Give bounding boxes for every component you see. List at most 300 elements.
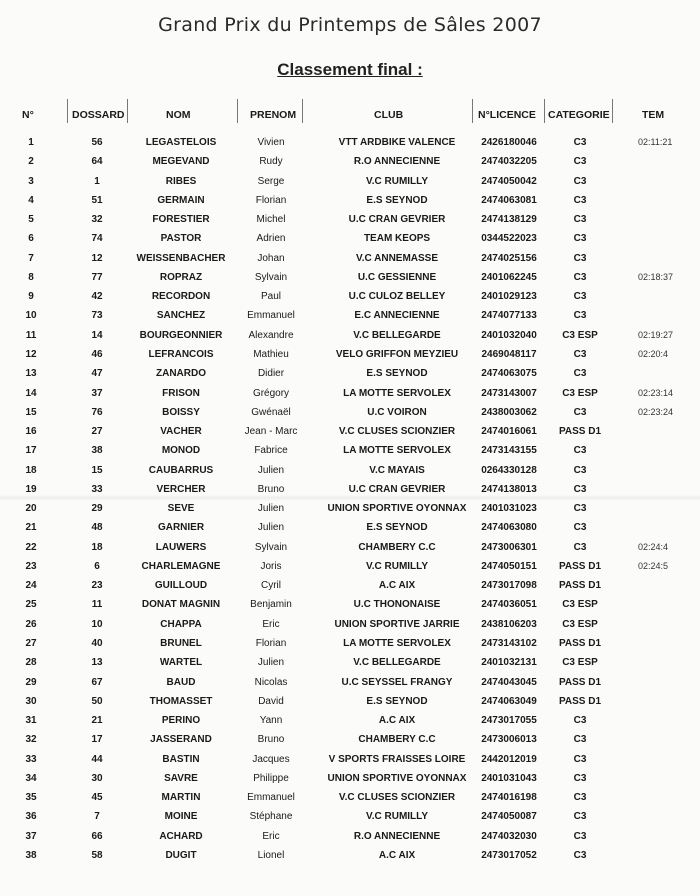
cell-dossard: 46 <box>91 348 103 360</box>
cell-n: 8 <box>28 271 34 283</box>
table-row <box>0 384 700 403</box>
cell-licence: 2474050151 <box>481 560 537 572</box>
cell-nom: PASTOR <box>160 233 202 245</box>
cell-prenom: Emmanuel <box>247 792 295 804</box>
header-categorie: CATEGORIE <box>548 109 610 121</box>
cell-dossard: 73 <box>91 310 103 322</box>
cell-prenom: Florian <box>255 194 287 206</box>
cell-n: 1 <box>28 137 34 148</box>
cell-club: U.C CRAN GEVRIER <box>348 214 446 226</box>
cell-licence: 2474043045 <box>481 676 537 688</box>
table-row <box>0 653 700 672</box>
table-row <box>0 364 700 383</box>
cell-categorie: PASS D1 <box>558 638 602 650</box>
table-row <box>0 345 700 364</box>
cell-categorie: C3 <box>573 715 587 727</box>
column-divider <box>127 99 128 123</box>
cell-categorie: C3 <box>573 483 587 495</box>
cell-prenom: Alexandre <box>248 329 294 341</box>
cell-temps: 02:20:4 <box>638 348 669 359</box>
cell-dossard: 40 <box>91 638 103 650</box>
cell-licence: 2474063049 <box>481 695 537 707</box>
table-row <box>0 788 700 807</box>
cell-prenom: Michel <box>256 214 286 226</box>
cell-prenom: Grégory <box>252 387 290 399</box>
cell-n: 5 <box>28 214 34 226</box>
cell-categorie: C3 <box>573 137 587 148</box>
cell-dossard: 33 <box>91 483 103 495</box>
cell-prenom: Cyril <box>261 580 281 592</box>
cell-categorie: C3 <box>573 271 587 283</box>
table-row <box>0 441 700 460</box>
cell-dossard: 66 <box>91 830 103 842</box>
cell-licence: 2474016198 <box>481 792 537 804</box>
cell-dossard: 47 <box>91 368 103 380</box>
cell-nom: CHARLEMAGNE <box>141 560 221 572</box>
cell-prenom: Florian <box>255 638 287 650</box>
cell-categorie: C3 <box>573 233 587 245</box>
cell-dossard: 76 <box>91 406 103 418</box>
cell-prenom: Stéphane <box>249 811 293 823</box>
cell-licence: 2474016061 <box>481 426 537 438</box>
cell-licence: 2474063081 <box>481 194 537 206</box>
cell-categorie: PASS D1 <box>558 560 602 572</box>
table-row <box>0 403 700 422</box>
table-row <box>0 191 700 210</box>
cell-nom: BOISSY <box>162 406 200 418</box>
cell-prenom: Gwénaël <box>251 406 291 418</box>
cell-categorie: C3 ESP <box>562 329 598 341</box>
cell-club: U.C SEYSSEL FRANGY <box>341 676 453 688</box>
cell-nom: VACHER <box>160 426 202 438</box>
cell-categorie: C3 <box>573 252 587 264</box>
cell-n: 10 <box>25 310 37 322</box>
cell-nom: ROPRAZ <box>159 271 203 283</box>
cell-licence: 2401062245 <box>481 271 537 283</box>
cell-club: V.C RUMILLY <box>365 175 429 187</box>
cell-n: 37 <box>25 830 37 842</box>
cell-club: V.C CLUSES SCIONZIER <box>338 426 456 438</box>
cell-licence: 2473143155 <box>481 445 537 457</box>
cell-club: V.C RUMILLY <box>365 560 429 572</box>
cell-categorie: C3 <box>573 214 587 226</box>
cell-prenom: Julien <box>257 522 285 534</box>
table-row <box>0 807 700 826</box>
cell-club: U.C CULOZ BELLEY <box>348 291 446 303</box>
cell-licence: 2474063080 <box>481 522 537 534</box>
cell-dossard: 21 <box>91 715 103 727</box>
cell-nom: MEGEVAND <box>152 156 210 168</box>
cell-club: E.S SEYNOD <box>366 368 428 380</box>
column-divider <box>67 99 68 123</box>
cell-n: 17 <box>25 445 37 457</box>
cell-club: CHAMBERY C.C <box>358 734 436 746</box>
cell-n: 26 <box>25 618 37 630</box>
cell-categorie: C3 <box>573 406 587 418</box>
table-row <box>0 576 700 595</box>
cell-licence: 2473017098 <box>481 580 537 592</box>
cell-nom: SANCHEZ <box>156 310 206 322</box>
column-divider <box>302 99 303 123</box>
cell-nom: BAUD <box>166 676 196 688</box>
cell-categorie: C3 ESP <box>562 599 598 611</box>
cell-dossard: 74 <box>91 233 103 245</box>
table-row <box>0 518 700 537</box>
cell-n: 25 <box>25 599 37 611</box>
cell-prenom: Joris <box>260 560 282 572</box>
cell-prenom: Paul <box>260 291 282 303</box>
cell-club: V.C ANNEMASSE <box>355 252 439 264</box>
cell-prenom: Fabrice <box>254 445 288 457</box>
cell-club: V.C MAYAIS <box>369 464 425 476</box>
cell-nom: BRUNEL <box>160 638 202 650</box>
cell-club: VTT ARDBIKE VALENCE <box>338 137 456 148</box>
cell-club: U.C THONONAISE <box>353 599 441 611</box>
cell-club: E.S SEYNOD <box>366 194 428 206</box>
cell-temps: 02:24:4 <box>638 541 669 552</box>
cell-n: 3 <box>28 175 34 187</box>
cell-nom: THOMASSET <box>149 695 213 707</box>
table-row <box>0 210 700 229</box>
cell-dossard: 6 <box>94 560 100 572</box>
cell-dossard: 15 <box>91 464 103 476</box>
cell-prenom: David <box>258 695 284 707</box>
cell-temps: 02:23:24 <box>638 406 674 417</box>
cell-licence: 2474050087 <box>481 811 537 823</box>
cell-nom: VERCHER <box>156 483 206 495</box>
cell-licence: 2401032131 <box>481 657 537 669</box>
cell-prenom: Benjamin <box>250 599 292 611</box>
cell-prenom: Nicolas <box>254 676 288 688</box>
cell-nom: LEFRANCOIS <box>148 348 214 360</box>
cell-licence: 2474025156 <box>481 252 537 264</box>
cell-licence: 2469048117 <box>481 348 537 360</box>
cell-categorie: C3 <box>573 368 587 380</box>
cell-licence: 2473006013 <box>481 734 537 746</box>
cell-n: 13 <box>25 368 37 380</box>
column-divider <box>237 99 238 123</box>
cell-n: 33 <box>25 753 37 765</box>
cell-licence: 2474032205 <box>481 156 537 168</box>
table-row <box>0 538 700 557</box>
cell-n: 15 <box>25 406 37 418</box>
table-row <box>0 615 700 634</box>
cell-nom: MARTIN <box>161 792 201 804</box>
cell-n: 27 <box>25 638 37 650</box>
cell-categorie: C3 <box>573 734 587 746</box>
table-row <box>0 133 700 152</box>
cell-n: 18 <box>25 464 37 476</box>
cell-prenom: Johan <box>257 252 285 264</box>
cell-nom: DUGIT <box>165 849 197 861</box>
cell-prenom: Philippe <box>253 772 289 784</box>
cell-licence: 2473143102 <box>481 638 537 650</box>
cell-categorie: C3 <box>573 445 587 457</box>
table-row <box>0 229 700 248</box>
table-row <box>0 461 700 480</box>
cell-prenom: Julien <box>257 657 285 669</box>
cell-categorie: C3 <box>573 291 587 303</box>
cell-club: V.C BELLEGARDE <box>353 329 441 341</box>
cell-licence: 2473017055 <box>481 715 537 727</box>
cell-categorie: C3 ESP <box>562 657 598 669</box>
cell-nom: JASSERAND <box>150 734 212 746</box>
cell-dossard: 38 <box>91 445 103 457</box>
cell-prenom: Mathieu <box>253 348 289 360</box>
table-row <box>0 172 700 191</box>
cell-n: 29 <box>25 676 37 688</box>
table-row <box>0 673 700 692</box>
cell-n: 34 <box>25 772 37 784</box>
cell-categorie: C3 <box>573 194 587 206</box>
cell-licence: 2401029123 <box>481 291 537 303</box>
cell-prenom: Yann <box>259 715 283 727</box>
cell-dossard: 56 <box>91 137 103 148</box>
cell-categorie: C3 <box>573 348 587 360</box>
cell-categorie: C3 <box>573 503 587 515</box>
cell-licence: 0344522023 <box>481 233 537 245</box>
cell-nom: ACHARD <box>159 830 203 842</box>
cell-nom: MOINE <box>164 811 198 823</box>
cell-categorie: C3 <box>573 156 587 168</box>
cell-nom: GARNIER <box>157 522 205 534</box>
cell-licence: 2474032030 <box>481 830 537 842</box>
cell-nom: RIBES <box>165 175 197 187</box>
cell-n: 2 <box>28 156 34 168</box>
cell-nom: LEGASTELOIS <box>145 137 217 148</box>
cell-dossard: 30 <box>91 772 103 784</box>
cell-nom: WARTEL <box>159 657 203 669</box>
cell-dossard: 50 <box>91 695 103 707</box>
cell-nom: WEISSENBACHER <box>136 252 226 264</box>
cell-nom: ZANARDO <box>156 368 206 380</box>
cell-nom: RECORDON <box>151 291 211 303</box>
cell-categorie: C3 <box>573 830 587 842</box>
table-row <box>0 769 700 788</box>
cell-nom: DONAT MAGNIN <box>141 599 221 611</box>
cell-licence: 2401031043 <box>481 772 537 784</box>
cell-n: 6 <box>28 233 34 245</box>
cell-club: LA MOTTE SERVOLEX <box>343 638 451 650</box>
table-row <box>0 634 700 653</box>
cell-club: VELO GRIFFON MEYZIEU <box>335 348 459 360</box>
cell-dossard: 23 <box>91 580 103 592</box>
cell-n: 20 <box>25 503 37 515</box>
cell-club: U.C CRAN GEVRIER <box>348 483 446 495</box>
cell-dossard: 7 <box>94 811 100 823</box>
cell-club: R.O ANNECIENNE <box>353 156 441 168</box>
cell-categorie: PASS D1 <box>558 426 602 438</box>
cell-temps: 02:19:27 <box>638 329 674 340</box>
cell-dossard: 42 <box>91 291 103 303</box>
cell-n: 16 <box>25 426 37 438</box>
cell-nom: CAUBARRUS <box>148 464 214 476</box>
cell-n: 30 <box>25 695 37 707</box>
cell-nom: SEVE <box>167 503 195 515</box>
cell-n: 9 <box>28 291 34 303</box>
cell-n: 35 <box>25 792 37 804</box>
cell-club: V.C BELLEGARDE <box>353 657 441 669</box>
column-divider <box>612 99 613 123</box>
cell-dossard: 64 <box>91 156 103 168</box>
cell-temps: 02:24:5 <box>638 560 669 571</box>
cell-n: 12 <box>25 348 37 360</box>
cell-nom: GERMAIN <box>157 194 205 206</box>
table-row <box>0 326 700 345</box>
cell-licence: 2473006301 <box>481 541 537 553</box>
cell-licence: 0264330128 <box>481 464 537 476</box>
cell-prenom: Vivien <box>257 137 285 148</box>
cell-licence: 2474077133 <box>481 310 537 322</box>
table-row <box>0 827 700 846</box>
cell-nom: SAVRE <box>164 772 198 784</box>
cell-prenom: Didier <box>257 368 285 380</box>
cell-licence: 2474036051 <box>481 599 537 611</box>
table-row <box>0 595 700 614</box>
document-title: Grand Prix du Printemps de Sâles 2007 <box>158 14 542 36</box>
cell-club: TEAM KEOPS <box>363 233 431 245</box>
cell-prenom: Eric <box>262 830 280 842</box>
table-row <box>0 499 700 518</box>
cell-dossard: 29 <box>91 503 103 515</box>
cell-dossard: 48 <box>91 522 103 534</box>
cell-prenom: Jean - Marc <box>244 426 298 438</box>
cell-n: 21 <box>25 522 37 534</box>
cell-club: V.C RUMILLY <box>365 811 429 823</box>
table-row <box>0 750 700 769</box>
cell-dossard: 45 <box>91 792 103 804</box>
cell-dossard: 32 <box>91 214 103 226</box>
cell-n: 24 <box>25 580 37 592</box>
cell-prenom: Bruno <box>257 483 285 495</box>
cell-club: LA MOTTE SERVOLEX <box>343 445 451 457</box>
table-row <box>0 480 700 499</box>
cell-club: A.C AIX <box>378 580 416 592</box>
cell-dossard: 10 <box>91 618 103 630</box>
cell-nom: FRISON <box>162 387 200 399</box>
cell-licence: 2474050042 <box>481 175 537 187</box>
cell-categorie: C3 <box>573 310 587 322</box>
cell-prenom: Serge <box>257 175 285 187</box>
header-nom: NOM <box>166 109 191 121</box>
header-licence: N°LICENCE <box>478 109 536 121</box>
cell-club: U.C VOIRON <box>367 406 427 418</box>
table-row <box>0 557 700 576</box>
cell-categorie: C3 ESP <box>562 618 598 630</box>
cell-licence: 2438003062 <box>481 406 537 418</box>
cell-temps: 02:18:37 <box>638 271 674 282</box>
cell-club: R.O ANNECIENNE <box>353 830 441 842</box>
cell-club: A.C AIX <box>378 849 416 861</box>
cell-temps: 02:11:21 <box>638 137 673 147</box>
cell-n: 4 <box>28 194 34 206</box>
cell-prenom: Lionel <box>257 849 285 861</box>
table-row <box>0 287 700 306</box>
cell-temps: 02:23:14 <box>638 387 674 398</box>
header-dossard: DOSSARD <box>72 109 125 121</box>
cell-club: CHAMBERY C.C <box>358 541 436 553</box>
table-row <box>0 711 700 730</box>
cell-dossard: 14 <box>91 329 103 341</box>
cell-licence: 2401031023 <box>481 503 537 515</box>
cell-nom: FORESTIER <box>152 214 210 226</box>
header-n: N° <box>22 109 34 121</box>
cell-categorie: C3 <box>573 849 587 861</box>
cell-prenom: Rudy <box>259 156 283 168</box>
cell-nom: GUILLOUD <box>154 580 208 592</box>
cell-club: V SPORTS FRAISSES LOIRE <box>328 753 466 765</box>
table-row <box>0 152 700 171</box>
cell-n: 14 <box>25 387 37 399</box>
cell-n: 23 <box>25 560 37 572</box>
cell-categorie: PASS D1 <box>558 676 602 688</box>
cell-nom: CHAPPA <box>160 618 202 630</box>
cell-n: 36 <box>25 811 37 823</box>
cell-club: UNION SPORTIVE OYONNAX <box>327 503 467 515</box>
cell-categorie: PASS D1 <box>558 580 602 592</box>
cell-licence: 2473017052 <box>481 849 537 861</box>
cell-n: 19 <box>25 483 37 495</box>
cell-dossard: 67 <box>91 676 103 688</box>
cell-club: A.C AIX <box>378 715 416 727</box>
cell-prenom: Julien <box>257 503 285 515</box>
cell-dossard: 27 <box>91 426 103 438</box>
cell-licence: 2474138013 <box>481 483 537 495</box>
cell-categorie: C3 <box>573 541 587 553</box>
header-club: CLUB <box>374 109 404 121</box>
cell-club: U.C GESSIENNE <box>357 271 437 283</box>
cell-categorie: C3 ESP <box>562 387 598 399</box>
table-row <box>0 692 700 711</box>
cell-dossard: 12 <box>91 252 103 264</box>
cell-dossard: 13 <box>91 657 103 669</box>
cell-prenom: Sylvain <box>254 271 288 283</box>
cell-nom: PERINO <box>161 715 201 727</box>
cell-categorie: C3 <box>573 772 587 784</box>
cell-prenom: Julien <box>257 464 285 476</box>
cell-categorie: C3 <box>573 464 587 476</box>
cell-categorie: C3 <box>573 811 587 823</box>
cell-n: 32 <box>25 734 37 746</box>
cell-club: LA MOTTE SERVOLEX <box>343 387 451 399</box>
cell-n: 28 <box>25 657 37 669</box>
cell-licence: 2442012019 <box>481 753 537 765</box>
document-subtitle: Classement final : <box>277 60 423 79</box>
cell-prenom: Emmanuel <box>247 310 295 322</box>
column-divider <box>544 99 545 123</box>
cell-licence: 2474138129 <box>481 214 537 226</box>
header-prenom: PRENOM <box>250 109 297 121</box>
table-row <box>0 846 700 865</box>
cell-club: E.C ANNECIENNE <box>354 310 440 322</box>
cell-dossard: 77 <box>91 271 103 283</box>
cell-prenom: Adrien <box>256 233 286 245</box>
cell-dossard: 18 <box>91 541 103 553</box>
cell-categorie: C3 <box>573 753 587 765</box>
cell-licence: 2474063075 <box>481 368 537 380</box>
cell-dossard: 51 <box>91 194 103 206</box>
cell-categorie: PASS D1 <box>558 695 602 707</box>
cell-prenom: Jacques <box>252 753 290 765</box>
cell-n: 11 <box>25 329 37 341</box>
cell-prenom: Sylvain <box>254 541 288 553</box>
header-temps: TEM <box>642 109 665 121</box>
cell-prenom: Eric <box>262 618 280 630</box>
cell-club: UNION SPORTIVE JARRIE <box>334 618 460 630</box>
column-divider <box>472 99 473 123</box>
cell-n: 22 <box>25 541 37 553</box>
cell-dossard: 44 <box>91 753 103 765</box>
